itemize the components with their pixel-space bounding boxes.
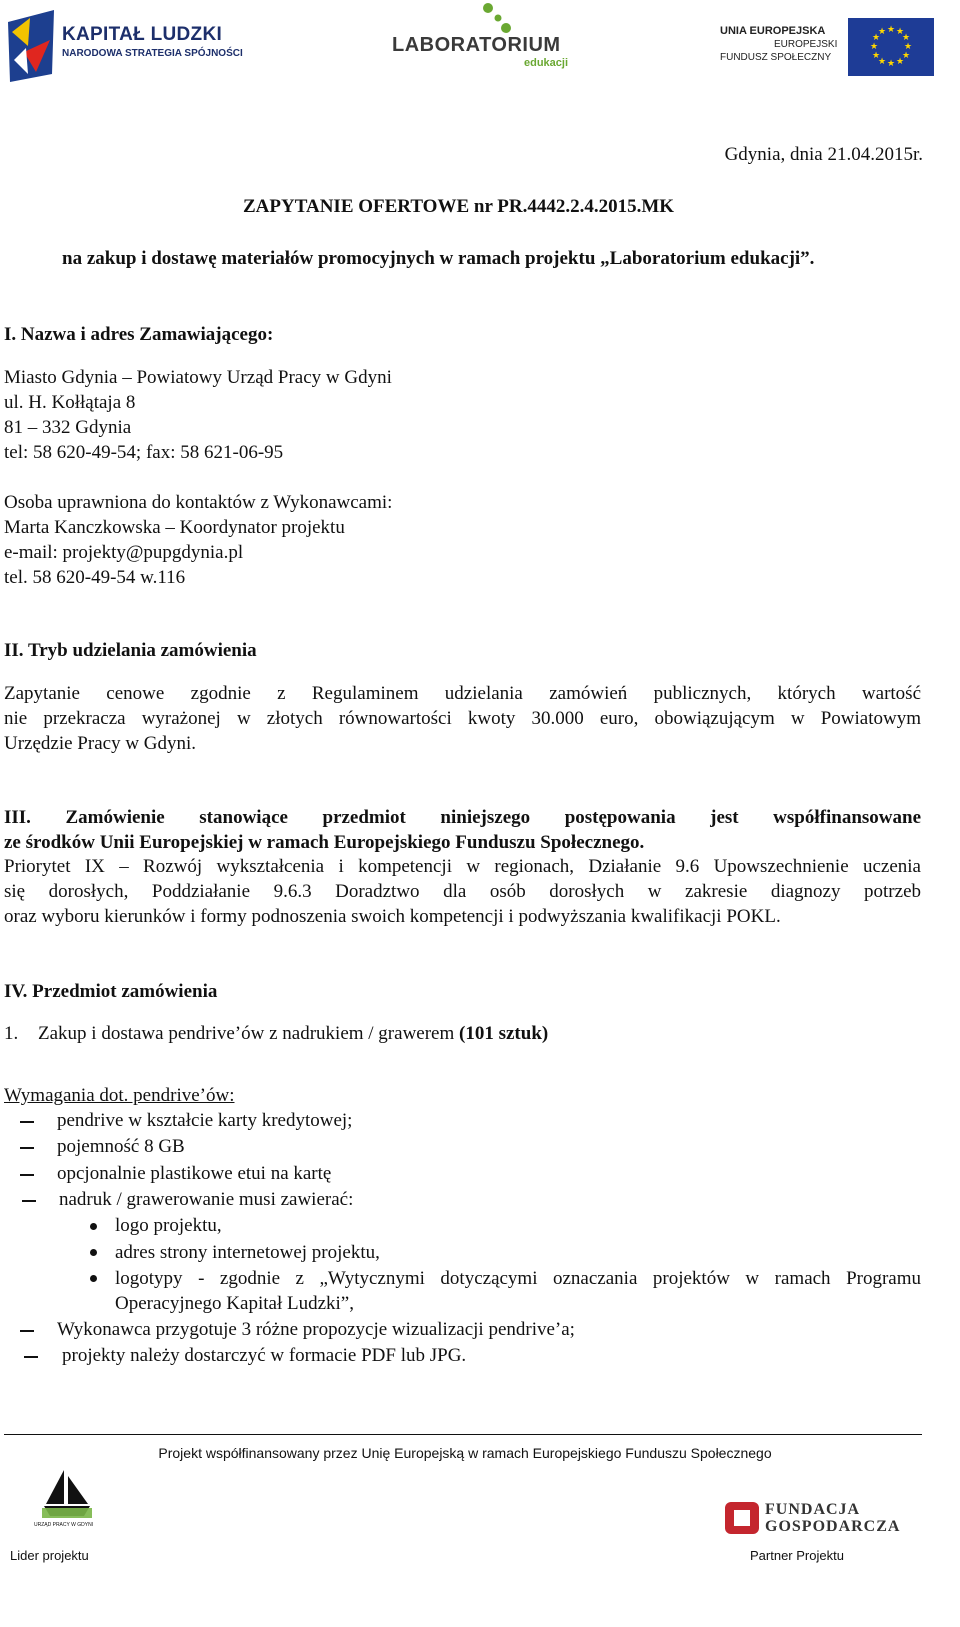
dash-marker [20, 1147, 34, 1149]
section-2-heading: II. Tryb udzielania zamówienia [4, 640, 257, 661]
bullet-item-cont: Operacyjnego Kapitał Ludzki”, [115, 1293, 354, 1314]
footer-divider [4, 1434, 922, 1435]
svg-text:★: ★ [895, 27, 905, 37]
svg-text:★: ★ [877, 57, 887, 67]
svg-text:★: ★ [886, 59, 896, 69]
section-2-paragraph: Zapytanie cenowe zgodnie z Regulaminem udzielania zamówień publicznych, których wartość [4, 683, 921, 704]
svg-text:★: ★ [877, 27, 887, 37]
bullet-item: logotypy - zgodnie z „Wytycznymi dotyczącymi oznaczania projektów w ramach Programu [115, 1268, 921, 1289]
document-subtitle: na zakup i dostawę materiałów promocyjnych w ramach projektu „Laboratorium edukacji”. [62, 248, 815, 269]
molecule-icon [480, 2, 512, 34]
section-1-heading: I. Nazwa i adres Zamawiającego: [4, 324, 274, 345]
ue-logo [720, 18, 940, 78]
dash-marker [22, 1200, 36, 1202]
bullet-marker [90, 1223, 97, 1230]
item-text [38, 1021, 548, 1046]
contact-line: Marta Kanczkowska – Koordynator projektu [4, 517, 345, 538]
partner-name-line1: FUNDACJA [765, 1501, 861, 1518]
requirement-item: pendrive w kształcie karty kredytowej; [57, 1110, 353, 1131]
svg-text:★: ★ [871, 51, 881, 61]
kapital-ludzki-emblem-icon [6, 2, 56, 84]
partner-label: Partner Projektu [750, 1548, 844, 1563]
requirement-item: Wykonawca przygotuje 3 różne propozycje wizualizacji pendrive’a; [57, 1319, 575, 1340]
ue-line3: FUNDUSZ SPOŁECZNY [720, 52, 832, 63]
item-number: 1. [4, 1023, 19, 1044]
kapital-ludzki-subtitle: NARODOWA STRATEGIA SPÓJNOŚCI [62, 48, 243, 59]
section-4-heading: IV. Przedmiot zamówienia [4, 981, 218, 1002]
svg-text:★: ★ [901, 33, 911, 43]
dash-marker [20, 1174, 34, 1176]
item-text-main: Zakup i dostawa pendrive’ów z nadrukiem / grawerem [38, 1023, 460, 1044]
svg-text:★: ★ [869, 42, 879, 52]
requirement-item: projekty należy dostarczyć w formacie PDF lub JPG. [62, 1345, 467, 1366]
contact-email: e-mail: projekty@pupgdynia.pl [4, 542, 244, 563]
address-line: Miasto Gdynia – Powiatowy Urząd Pracy w Gdyni [4, 367, 392, 388]
requirement-item: nadruk / grawerowanie musi zawierać: [59, 1189, 354, 1210]
section-2-paragraph: nie przekracza wyrażonej w złotych równowartości kwoty 30.000 euro, obowiązującym w Powiatowym [4, 708, 921, 729]
section-3-paragraph: Priorytet IX – Rozwój wykształcenia i kompetencji w regionach, Działanie 9.6 Upowszechnienie uczenia [4, 856, 921, 877]
requirements-heading: Wymagania dot. pendrive’ów: [4, 1085, 235, 1106]
address-line: 81 – 332 Gdynia [4, 417, 132, 438]
partner-logo [725, 1500, 905, 1536]
svg-text:★: ★ [871, 33, 881, 43]
laboratorium-subtitle: edukacji [524, 57, 569, 69]
leader-label: Lider projektu [10, 1548, 89, 1563]
ship-icon [34, 1466, 100, 1522]
svg-text:★: ★ [895, 57, 905, 67]
eu-flag-icon [848, 18, 934, 76]
address-line: tel: 58 620-49-54; fax: 58 621-06-95 [4, 442, 284, 463]
section-3-heading-cont: ze środków Unii Europejskiej w ramach Europejskiego Funduszu Społecznego. [4, 832, 645, 853]
bullet-item: logo projektu, [115, 1215, 222, 1236]
bullet-marker [90, 1249, 97, 1256]
ue-line2: EUROPEJSKI [774, 39, 838, 50]
requirement-item: opcjonalnie plastikowe etui na kartę [57, 1163, 332, 1184]
section-3-heading: III. Zamówienie stanowiące przedmiot niniejszego postępowania jest współfinansowane [4, 807, 921, 828]
svg-text:★: ★ [903, 42, 913, 52]
dash-marker [20, 1121, 34, 1123]
svg-text:★: ★ [901, 51, 911, 61]
laboratorium-logo [392, 2, 582, 74]
ue-line1: UNIA EUROPEJSKA [720, 25, 826, 37]
contact-phone: tel. 58 620-49-54 w.116 [4, 567, 186, 588]
section-3-paragraph: oraz wyboru kierunków i formy podnoszenia swoich kompetencji i podwyższania kwalifikacji POKL. [4, 906, 781, 927]
dash-marker [20, 1330, 34, 1332]
requirement-item: pojemność 8 GB [57, 1136, 185, 1157]
laboratorium-title: LABORATORIUM [392, 34, 561, 56]
footer-cofinance-text: Projekt współfinansowany przez Unię Europejską w ramach Europejskiego Funduszu Społecznego [158, 1445, 772, 1461]
leader-logo [34, 1466, 100, 1532]
dash-marker [24, 1356, 38, 1358]
leader-logo-caption: URZĄD PRACY W GDYNI [34, 1522, 94, 1528]
section-2-paragraph: Urzędzie Pracy w Gdyni. [4, 733, 197, 754]
bullet-marker [90, 1275, 97, 1282]
document-date: Gdynia, dnia 21.04.2015r. [724, 144, 923, 165]
address-line: ul. H. Kołłątaja 8 [4, 392, 136, 413]
section-3-paragraph: się dorosłych, Poddziałanie 9.6.3 Doradztwo dla osób dorosłych w zakresie diagnozy potrzeb [4, 881, 921, 902]
bullet-item: adres strony internetowej projektu, [115, 1242, 380, 1263]
contact-line: Osoba uprawniona do kontaktów z Wykonawcami: [4, 492, 393, 513]
kapital-ludzki-title: KAPITAŁ LUDZKI [62, 24, 223, 45]
kapital-ludzki-logo [6, 2, 246, 84]
fundacja-emblem-icon [725, 1502, 759, 1534]
partner-name-line2: GOSPODARCZA [765, 1518, 901, 1535]
document-title: ZAPYTANIE OFERTOWE nr PR.4442.2.4.2015.MK [243, 196, 675, 217]
svg-text:★: ★ [886, 25, 896, 35]
item-quantity: (101 sztuk) [459, 1023, 549, 1044]
